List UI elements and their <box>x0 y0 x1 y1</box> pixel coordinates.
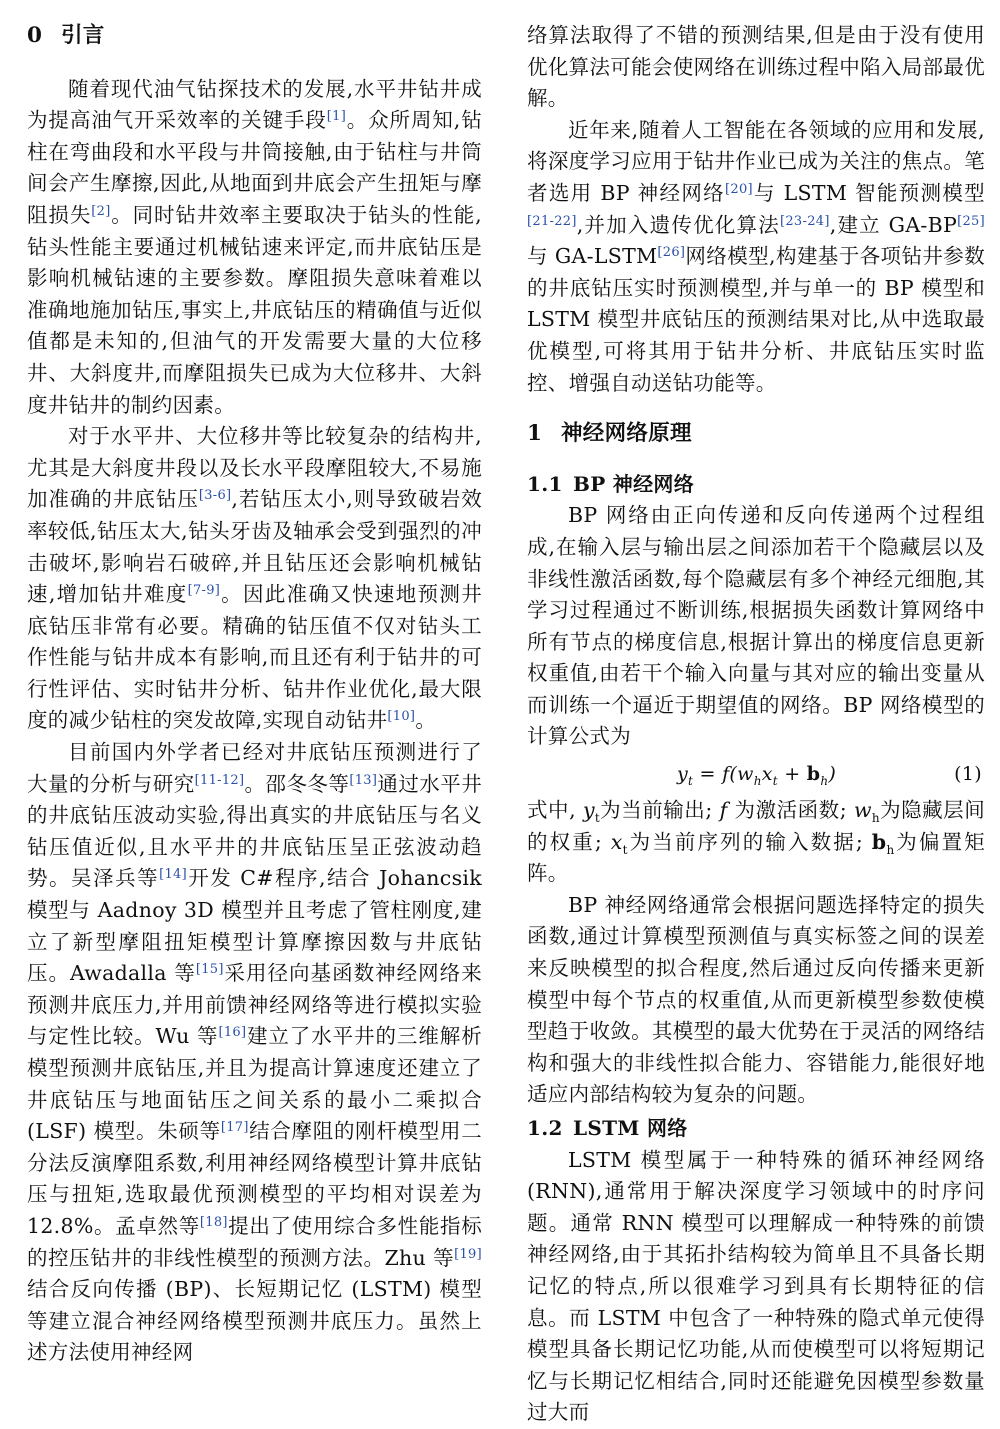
citation[interactable]: [7-9] <box>187 583 221 599</box>
citation[interactable]: [21-22] <box>527 213 577 229</box>
citation[interactable]: [14] <box>159 867 187 883</box>
paragraph: LSTM 模型属于一种特殊的循环神经网络 (RNN),通常用于解决深度学习领域中的时序问题。通常 RNN 模型可以理解成一种特殊的前馈神经网络,由于其拓扑结构较为简单且不具备长期记忆的特点,所以很难学习到具有长期特征的信息。而 LSTM 中包含了一种特殊的隐式单元使得模型具备长期记忆功能,从而使模型可以将短期记忆与长期记忆相结合,同时还能避免因模型参数量过大而 <box>527 1147 985 1425</box>
citation[interactable]: [20] <box>725 181 753 197</box>
citation[interactable]: [23-24] <box>779 213 830 229</box>
paragraph: 对于水平井、大位移井等比较复杂的结构井,尤其是大斜度井段以及长水平段摩阻较大,不易施加准确的井底钻压[3-6],若钻压太小,则导致破岩效率较低,钻压太大,钻头牙齿及轴承会受到强烈的冲击破坏,影响岩石破碎,并且钻压还会影响机械钻速,增加钻井难度[7-9]。因此准确又快速地预测井底钻压非常有必要。精确的钻压值不仅对钻头工作性能与钻井成本有影响,而且还有利于钻井的可行性评估、实时钻井分析、钻井作业优化,最大限度的减少钻柱的突发故障,实现自动钻井[10]。 <box>27 424 483 733</box>
paragraph: BP 神经网络通常会根据问题选择特定的损失函数,通过计算模型预测值与真实标签之间的误差来反映模型的拟合程度,然后通过反向传播来更新模型中每个节点的权重值,从而更新模型参数使模型趋于收敛。其模型的最大优势在于灵活的网络结构和强大的非线性拟合能力、容错能力,能很好地适应内部结构较为复杂的问题。 <box>527 892 985 1107</box>
paragraph: 式中, $y_t$为当前输出; f 为激活函数; $w_h$为隐藏层间的权重; $x_t$为当前序列的输入数据; $b_h$为偏置矩阵。 <box>527 798 986 886</box>
section-title: 神经网络原理 <box>561 421 692 447</box>
citation[interactable]: [26] <box>657 245 686 261</box>
section-heading <box>27 20 482 52</box>
left-column <box>27 20 482 1369</box>
paragraph: 络算法取得了不错的预测结果,但是由于没有使用优化算法可能会使网络在训练过程中陷入局部最优解。 <box>527 23 985 111</box>
citation[interactable]: [13] <box>349 772 378 788</box>
equation-number: (1) <box>954 763 982 786</box>
paragraph: 近年来,随着人工智能在各领域的应用和发展,将深度学习应用于钻井作业已成为关注的焦点。笔者选用 BP 神经网络[20]与 LSTM 智能预测模型[21-22],并加入遗传优化算法[23-24],建立 GA-BP[25]与 GA-LSTM[26]网络模型,构建基于各项钻井参数的井底钻压实时预测模型,并与单一的 BP 模型和 LSTM 模型井底钻压的预测结果对比,从中选取最优模型,可将其用于钻井分析、井底钻压实时监控、增强自动送钻功能等。 <box>527 117 985 395</box>
citation[interactable]: [3-6] <box>198 488 232 504</box>
citation[interactable]: [17] <box>220 1120 249 1136</box>
paragraph: 目前国内外学者已经对井底钻压预测进行了大量的分析与研究[11-12]。邵冬冬等[13]通过水平井的井底钻压波动实验,得出真实的井底钻压与名义钻压值近似,且水平井的井底钻压呈正弦波动趋势。吴泽兵等[14]开发 C#程序,结合 Johancsik 模型与 Aadnoy 3D 模型并且考虑了管柱刚度,建立了新型摩阻扭矩模型计算摩擦因数与井底钻压。Awadalla 等[15]采用径向基函数神经网络来预测井底压力,并用前馈神经网络等进行模拟实验与定性比较。Wu 等[16]建立了水平井的三维解析模型预测井底钻压,并且为提高计算速度还建立了井底钻压与地面钻压之间关系的最小二乘拟合 (LSF) 模型。朱硕等[17]结合摩阻的刚杆模型用二分法反演摩阻系数,利用神经网络模型计算井底钻压与扭矩,选取最优预测模型的平均相对误差为 12.8%。孟卓然等[18]提出了使用综合多性能指标的控压钻井的非线性模型的预测方法。Zhu 等[19]结合反向传播 (BP)、长短期记忆 (LSTM) 模型等建立混合神经网络模型预测井底压力。虽然上述方法使用神经网 <box>27 740 482 1365</box>
equation <box>527 753 985 795</box>
subsection-title: BP 神经网络 <box>573 471 695 496</box>
section-number: 0 <box>27 23 43 48</box>
right-column <box>527 20 985 1429</box>
citation[interactable]: [16] <box>218 1025 247 1041</box>
citation[interactable]: [2] <box>91 203 111 219</box>
section-title: 引言 <box>61 23 105 48</box>
citation[interactable]: [11-12] <box>194 772 245 788</box>
paragraph: 随着现代油气钻探技术的发展,水平井钻井成为提高油气开采效率的关键手段[1]。众所周知,钻柱在弯曲段和水平段与井筒接触,由于钻柱与井筒间会产生摩擦,因此,从地面到井底会产生扭矩与摩阻损失[2]。同时钻井效率主要取决于钻头的性能,钻头性能主要通过机械钻速来评定,而井底钻压是影响机械钻速的主要参数。摩阻损失意味着难以准确地施加钻压,事实上,井底钻压的精确值与近似值都是未知的,但油气的开发需要大量的大位移井、大斜度井,而摩阻损失已成为大位移井、大斜度井钻井的制约因素。 <box>27 76 483 417</box>
subsection-title: LSTM 网络 <box>573 1116 688 1140</box>
citation[interactable]: [18] <box>199 1214 228 1230</box>
subsection-number: 1.1 <box>527 471 563 496</box>
equation-body: $y_t = f(w_hx_t + b_h)$ <box>677 763 837 788</box>
section-number: 1 <box>527 421 543 447</box>
citation[interactable]: [1] <box>326 109 347 125</box>
subsection-number: 1.2 <box>527 1116 563 1140</box>
subsection-heading <box>527 1113 985 1145</box>
citation[interactable]: [10] <box>387 709 416 725</box>
citation[interactable]: [15] <box>195 962 224 978</box>
citation[interactable]: [19] <box>454 1246 482 1262</box>
paragraph: BP 网络由正向传递和反向传递两个过程组成,在输入层与输出层之间添加若干个隐藏层以及非线性激活函数,每个隐藏层有多个神经元细胞,其学习过程通过不断训练,根据损失函数计算网络中所有节点的梯度信息,根据计算出的梯度信息更新权重值,由若干个输入向量与其对应的输出变量从而训练一个逼近于期望值的网络。BP 网络模型的计算公式为 <box>527 503 985 749</box>
subsection-heading <box>527 469 985 501</box>
section-heading <box>527 418 985 450</box>
citation[interactable]: [25] <box>957 213 985 229</box>
